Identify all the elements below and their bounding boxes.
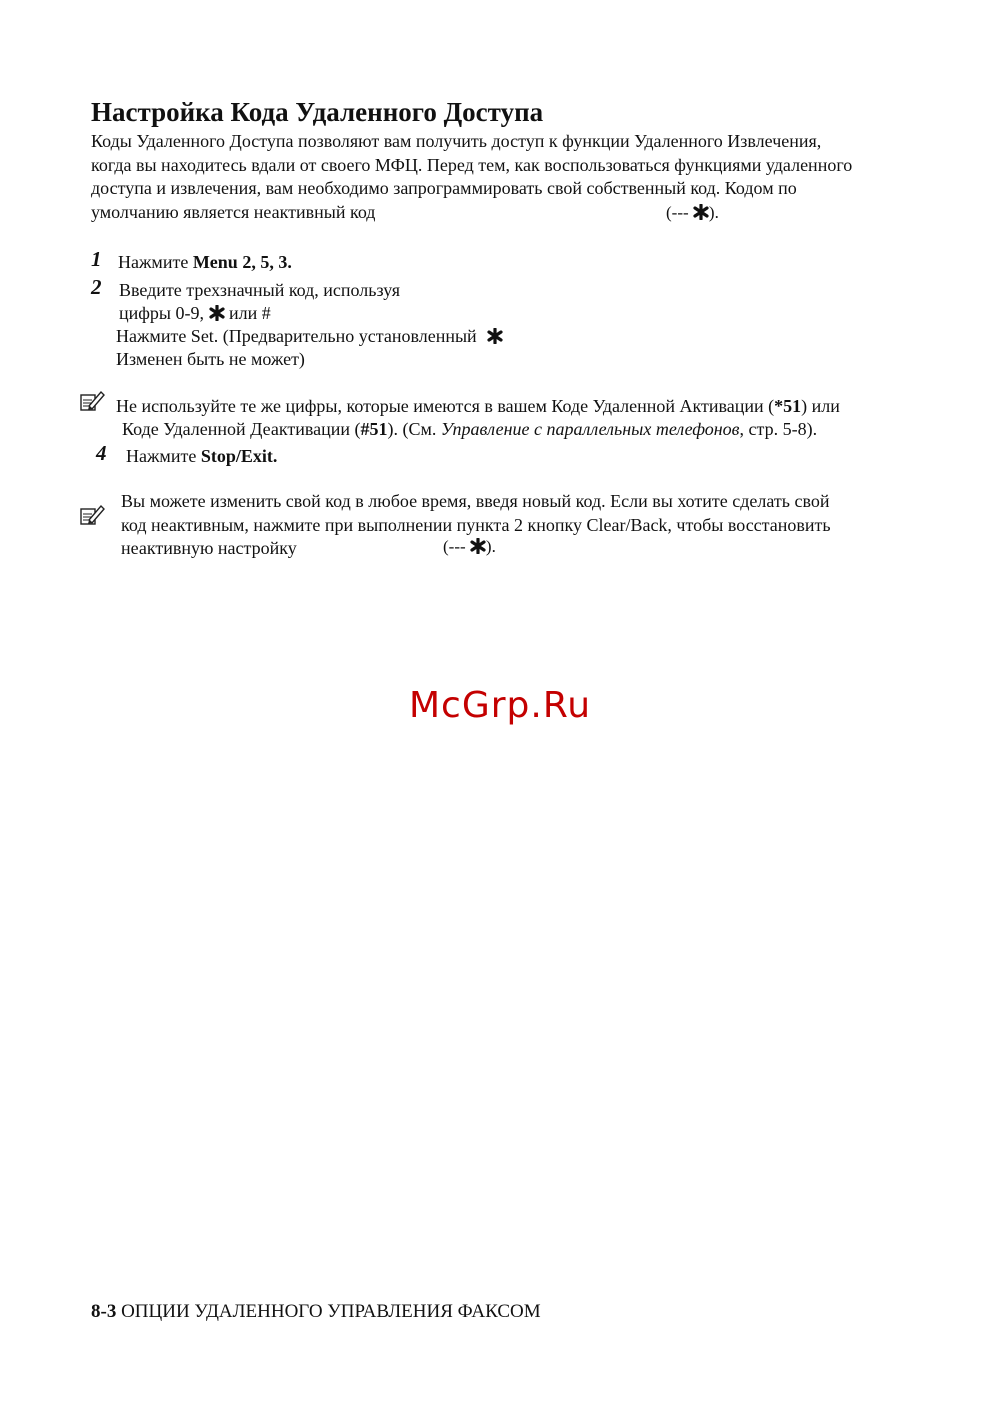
note-1-text: Не используйте те же цифры, которые имеются в вашем Коде Удаленной Активации ( xyxy=(116,396,775,416)
activation-code: *51 xyxy=(774,396,802,416)
intro-line: умолчанию является неактивный код xyxy=(91,201,376,222)
step-2-line-3 xyxy=(116,325,503,349)
code-prefix: (--- xyxy=(666,203,689,222)
intro-line: когда вы находитесь вдали от своего МФЦ. Перед тем, как воспользоваться функциями удаленного xyxy=(91,154,853,175)
note-1-line-2 xyxy=(122,418,817,442)
step-2-line-4: Изменен быть не может) xyxy=(116,349,305,369)
step-2-line-1: Введите трехзначный код, используя xyxy=(119,280,401,300)
deactivation-code: #51 xyxy=(360,419,388,439)
asterisk-icon xyxy=(693,204,709,220)
stop-exit-key: Stop/Exit. xyxy=(200,446,278,466)
page-number: 8-3 xyxy=(91,1301,117,1322)
step-1-label: Нажмите xyxy=(118,252,193,272)
intro-line: доступа и извлечения, вам необходимо запрограммировать свой собственный код. Кодом по xyxy=(91,178,797,198)
or-hash-text: или # xyxy=(229,303,271,323)
step-number: 1 xyxy=(91,247,102,271)
watermark: McGrp.Ru xyxy=(408,685,592,726)
step-number: 4 xyxy=(96,441,107,465)
note-1-text: Коде Удаленной Деактивации ( xyxy=(122,419,361,439)
digits-text: цифры 0-9, xyxy=(119,303,205,323)
intro-paragraph xyxy=(91,130,852,224)
note-pencil-icon xyxy=(79,503,105,527)
step-4-label: Нажмите xyxy=(126,446,201,466)
default-code xyxy=(666,201,719,225)
chapter-title: ОПЦИИ УДАЛЕННОГО УПРАВЛЕНИЯ ФАКСОМ xyxy=(121,1301,541,1322)
code-prefix: (--- xyxy=(443,537,466,556)
note-1-text: ). (См. xyxy=(387,419,441,439)
cross-reference: Управление с параллельных телефонов xyxy=(440,419,740,439)
menu-keys: Menu 2, 5, 3. xyxy=(192,252,292,272)
step-number: 2 xyxy=(91,275,102,299)
page-title: Настройка Кода Удаленного Доступа xyxy=(91,97,544,127)
note-1-text: ) или xyxy=(801,396,840,416)
note-pencil-icon xyxy=(79,389,105,413)
asterisk-icon xyxy=(487,328,503,344)
note-1-line-1 xyxy=(116,395,840,419)
note-1-text: , стр. 5-8). xyxy=(739,419,818,439)
code-suffix: ). xyxy=(708,203,719,222)
note-2-line: Вы можете изменить свой код в любое время, введя новый код. Если вы хотите сделать свой xyxy=(121,491,830,511)
step-4-text xyxy=(126,445,277,469)
intro-line: Коды Удаленного Доступа позволяют вам получить доступ к функции Удаленного Извлечения, xyxy=(91,131,822,151)
page-footer xyxy=(91,1301,541,1323)
set-text: Нажмите Set. (Предварительно установленный xyxy=(116,326,477,346)
asterisk-icon xyxy=(209,305,225,321)
note-2-line: неактивную настройку xyxy=(121,538,297,558)
step-2-line-2 xyxy=(119,302,271,326)
asterisk-icon xyxy=(470,538,486,554)
inactive-code xyxy=(443,535,496,559)
note-2-line: код неактивным, нажмите при выполнении пункта 2 кнопку Clear/Back, чтобы восстановить xyxy=(121,514,831,535)
code-suffix: ). xyxy=(485,537,496,556)
step-1-text xyxy=(118,251,292,275)
